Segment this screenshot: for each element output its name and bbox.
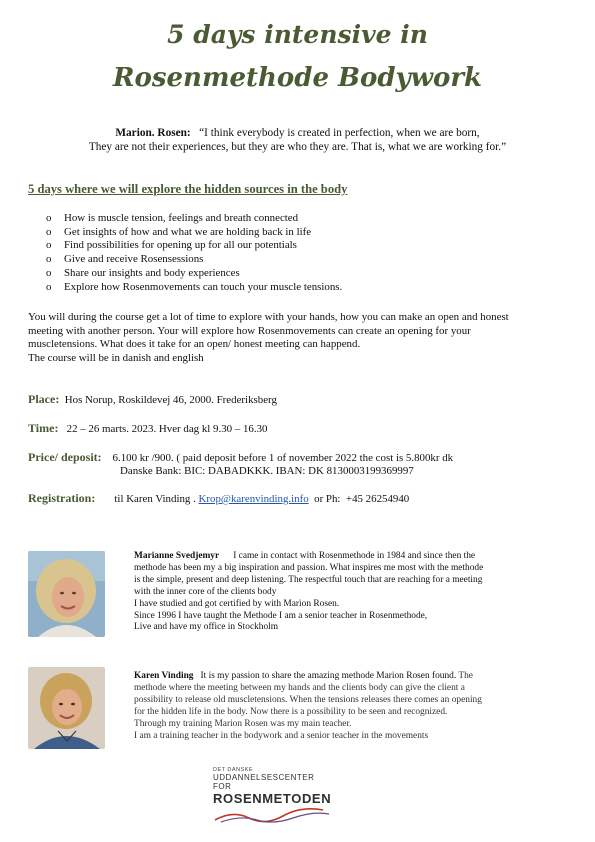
bank-details: Danske Bank: BIC: DABADKKK. IBAN: DK 8130003199369997 [120, 464, 414, 477]
teacher-name: Karen Vinding [134, 671, 194, 681]
place-label: Place: [28, 392, 60, 406]
portrait-image [28, 551, 105, 637]
price-row [28, 450, 454, 477]
place-row [28, 393, 277, 408]
time-row [28, 422, 267, 437]
teacher-bio-karen: Karen Vinding It is my passion to share the amazing methode Marion Rosen found. The methode where the meeting between my hands and the clients body can give the client a possibility to release old muscletensions. When the tensions releases there comes an opening for the hidden life in the body. Now there is a possibility to be seen and recognized. Through my training Marion Rosen was my main teacher. I am a training teacher in the bodywork and a senior teacher in the movements [134, 671, 482, 741]
logo-line2: UDDANNELSESCENTER FOR [213, 773, 315, 791]
list-item: o Get insights of how and what we are holding back in life [46, 225, 312, 238]
time-value: 22 – 26 marts. 2023. Hver dag kl 9.30 – 16.30 [66, 423, 268, 435]
price-label: Price/ deposit: [28, 450, 102, 464]
list-item: o Give and receive Rosensessions [46, 253, 204, 266]
bullet-icon: o [46, 280, 52, 293]
quote-author: Marion. Rosen: [115, 127, 191, 139]
page-title-line1: 5 days intensive in [167, 20, 428, 49]
section-heading: 5 days where we will explore the hidden sources in the body [28, 182, 348, 196]
quote-line2: They are not their experiences, but they are who they are. That is, what we are working for.” [88, 141, 507, 153]
course-description: You will during the course get a lot of time to explore with your hands, how you can make an open and honest meeting with another person. Your will explore how Rosenmovements can create an opening for your muscletensions. What does it take for an open/ honest meeting can happend. The course will be in danish and english [28, 311, 509, 364]
list-item: o Explore how Rosenmovements can touch your muscle tensions. [46, 280, 343, 293]
bullet-icon: o [46, 225, 52, 238]
logo-line3: ROSENMETODEN [213, 791, 332, 806]
rosenmetoden-logo [213, 767, 333, 829]
teacher-name: Marianne Svedjemyr [134, 551, 220, 561]
quote-block [0, 126, 595, 154]
registration-row [28, 492, 409, 507]
page-title-line2: Rosenmethode Bodywork [112, 63, 483, 93]
registration-label: Registration: [28, 491, 96, 505]
registration-email-link[interactable]: Krop@karenvinding.info [198, 493, 309, 505]
list-item: o Find possibilities for opening up for all our potentials [46, 239, 297, 252]
registration-phone-sep: or Ph: [314, 493, 341, 505]
teacher-photo-marianne [28, 551, 105, 637]
logo-swoosh-icon [213, 806, 333, 824]
registration-phone: +45 26254940 [345, 493, 410, 505]
quote-line1: “I think everybody is created in perfection, when we are born, [199, 127, 480, 139]
bullet-icon: o [46, 266, 52, 279]
price-value: 6.100 kr /900. ( paid deposit before 1 of november 2022 the cost is 5.800kr dk [112, 452, 454, 464]
bullet-icon: o [46, 253, 52, 266]
teacher-photo-karen [28, 667, 105, 749]
registration-prefix: til Karen Vinding . [114, 493, 196, 505]
logo-line1: DET DANSKE [213, 767, 254, 773]
goals-list [46, 212, 342, 294]
portrait-image [28, 667, 105, 749]
bullet-icon: o [46, 212, 52, 224]
list-item: o How is muscle tension, feelings and breath connected [46, 212, 299, 224]
teacher-bio-marianne: Marianne Svedjemyr I came in contact with Rosenmethode in 1984 and since then the methode has been my a big inspiration and passion. What inspires me most with the methode is the simple, present and deep listening. The respectful touch that are reaching for a meeting with the inner core of the clients body I have studied and got certified by with Marion Rosen. Since 1996 I have taught the Methode I am a senior teacher in Rosenmethode, Live and have my office in Stockholm [134, 551, 484, 633]
place-value: Hos Norup, Roskildevej 46, 2000. Frederiksberg [64, 394, 277, 406]
time-label: Time: [28, 421, 59, 435]
bullet-icon: o [46, 239, 52, 252]
list-item: o Share our insights and body experiences [46, 266, 240, 279]
